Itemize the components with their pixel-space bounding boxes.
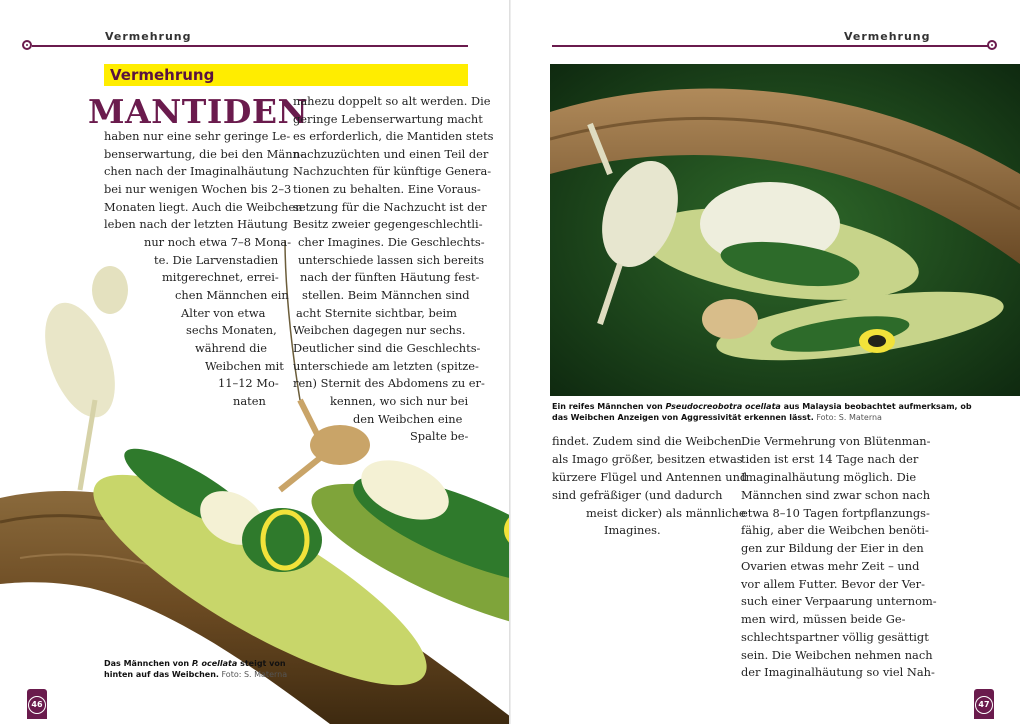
text-line: haben nur eine sehr geringe Le- <box>104 129 291 143</box>
text-line: kennen, wo sich nur bei <box>330 394 469 408</box>
text-line: chen nach der Imaginalhäutung <box>104 164 289 178</box>
text-line: sechs Monaten, <box>186 323 277 337</box>
text-line: Deutlicher sind die Geschlechts- <box>293 341 481 355</box>
text-line: schlechtspartner völlig gesättigt <box>741 630 929 644</box>
text-line: unterschiede lassen sich bereits <box>298 253 484 267</box>
right-photo-caption <box>552 401 972 423</box>
right-page-number-tab <box>974 689 994 719</box>
text-line: sein. Die Weibchen nehmen nach <box>741 648 933 662</box>
text-line: Imaginalhäutung möglich. Die <box>741 470 917 484</box>
text-line: naten <box>233 394 266 408</box>
chapter-title: MANTIDEN <box>88 92 309 131</box>
text-line: mitgerechnet, errei- <box>162 270 279 284</box>
book-spine <box>509 0 511 724</box>
left-photo-caption <box>104 658 287 680</box>
caption-text: Ein reifes Männchen von <box>552 402 666 411</box>
text-line: tiden ist erst 14 Tage nach der <box>741 452 919 466</box>
text-line: vor allem Futter. Bevor der Ver- <box>741 577 925 591</box>
text-line: men wird, müssen beide Ge- <box>741 612 906 626</box>
text-line: der Imaginalhäutung so viel Nah- <box>741 665 935 679</box>
text-line: meist dicker) als männliche <box>586 506 746 520</box>
section-label: Vermehrung <box>110 66 215 84</box>
text-line: geringe Lebenserwartung macht <box>293 112 483 126</box>
text-line: gen zur Bildung der Eier in den <box>741 541 924 555</box>
text-line: Die Vermehrung von Blütenman- <box>741 434 931 448</box>
photo-credit: Foto: S. Materna <box>221 670 288 679</box>
text-line: tionen zu behalten. Eine Voraus- <box>293 182 481 196</box>
text-line: ren) Sternit des Abdomens zu er- <box>293 376 485 390</box>
text-line: nach der fünften Häutung fest- <box>300 270 480 284</box>
caption-text: das Weibchen Anzeigen von Aggressivität erkennen lässt. <box>552 413 814 422</box>
text-line: Alter von etwa <box>181 306 266 320</box>
page-number: 47 <box>975 696 993 714</box>
left-page-number-tab <box>27 689 47 719</box>
text-line: es erforderlich, die Mantiden stets <box>293 129 494 143</box>
text-line: Besitz zweier gegengeschlechtli- <box>293 217 483 231</box>
section-label-bar <box>104 64 468 86</box>
right-running-head: Vermehrung <box>844 30 931 43</box>
page-number: 46 <box>28 696 46 714</box>
text-line: findet. Zudem sind die Weibchen <box>552 434 742 448</box>
text-line: nahezu doppelt so alt werden. Die <box>293 94 491 108</box>
text-line: te. Die Larvenstadien <box>154 253 279 267</box>
caption-species: Pseudocreobotra ocellata <box>665 402 781 411</box>
text-line: nur noch etwa 7–8 Mona- <box>144 235 292 249</box>
text-line: Männchen sind zwar schon nach <box>741 488 931 502</box>
text-line: benserwartung, die bei den Männ- <box>104 147 304 161</box>
caption-species: P. ocellata <box>191 659 238 668</box>
right-page <box>510 0 1020 724</box>
text-line: etwa 8–10 Tagen fortpflanzungs- <box>741 506 930 520</box>
text-line: cher Imagines. Die Geschlechts- <box>298 235 485 249</box>
text-line: leben nach der letzten Häutung <box>104 217 288 231</box>
text-line: kürzere Flügel und Antennen und <box>552 470 748 484</box>
right-header-rule <box>552 45 988 47</box>
text-line: chen Männchen ein <box>175 288 289 302</box>
photo-credit: Foto: S. Materna <box>816 413 882 422</box>
text-line: den Weibchen eine <box>353 412 463 426</box>
caption-text: hinten auf das Weibchen. <box>104 670 219 679</box>
text-line: fähig, aber die Weibchen benöti- <box>741 523 929 537</box>
text-line: Spalte be- <box>410 429 469 443</box>
left-running-head: Vermehrung <box>105 30 192 43</box>
caption-text: Das Männchen von <box>104 659 192 668</box>
caption-text: aus Malaysia beobachtet aufmerksam, ob <box>780 402 972 411</box>
right-rule-dot-icon <box>987 40 997 50</box>
text-line: such einer Verpaarung unternom- <box>741 594 937 608</box>
text-line: 11–12 Mo- <box>218 376 279 390</box>
left-header-rule <box>32 45 468 47</box>
text-line: setzung für die Nachzucht ist der <box>293 200 487 214</box>
text-line: Weibchen dagegen nur sechs. <box>293 323 466 337</box>
text-line: nachzuzüchten und einen Teil der <box>293 147 489 161</box>
left-rule-dot-icon <box>22 40 32 50</box>
text-line: acht Sternite sichtbar, beim <box>296 306 457 320</box>
text-line: unterschiede am letzten (spitze- <box>293 359 479 373</box>
male-mantis-photo <box>550 64 1020 396</box>
text-line: stellen. Beim Männchen sind <box>302 288 470 302</box>
text-line: Nachzuchten für künftige Genera- <box>293 164 492 178</box>
text-line: Ovarien etwas mehr Zeit – und <box>741 559 920 573</box>
caption-text: steigt von <box>237 659 286 668</box>
text-line: Monaten liegt. Auch die Weibchen <box>104 200 303 214</box>
text-line: bei nur wenigen Wochen bis 2–3 <box>104 182 292 196</box>
text-line: Imagines. <box>604 523 661 537</box>
text-line: als Imago größer, besitzen etwas <box>552 452 743 466</box>
text-line: sind gefräßiger (und dadurch <box>552 488 723 502</box>
text-line: Weibchen mit <box>205 359 284 373</box>
text-line: während die <box>195 341 267 355</box>
